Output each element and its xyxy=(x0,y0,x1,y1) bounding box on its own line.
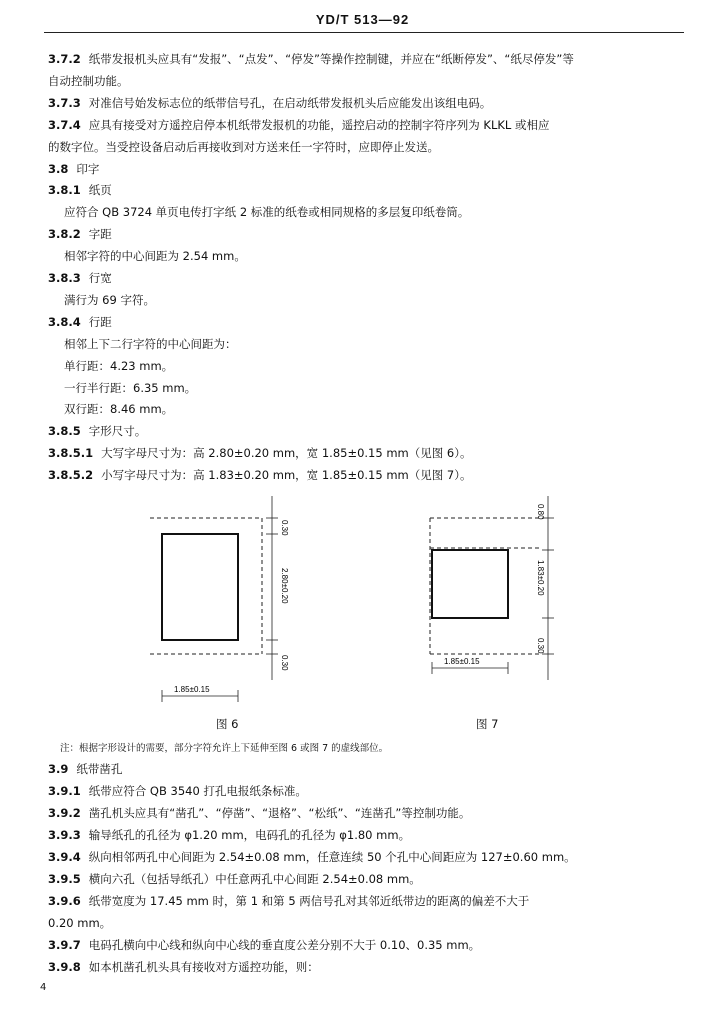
clause-text: 行距 xyxy=(88,314,112,329)
clause-number: 3.7.3 xyxy=(48,95,81,110)
clause-text: 如本机凿孔机头具有接收对方遥控功能，则： xyxy=(88,960,319,974)
text-line xyxy=(48,784,307,798)
clause-number: 3.9 xyxy=(48,762,69,776)
clause-number: 3.9.6 xyxy=(48,894,81,908)
text-line xyxy=(48,315,112,329)
clause-text: 应符合 QB 3724 单页电传打字纸 2 标准的纸卷或相同规格的多层复印纸卷筒。 xyxy=(64,205,470,220)
clause-text: 凿孔机头应具有“凿孔”、“停凿”、“退格”、“松纸”、“连凿孔”等控制功能。 xyxy=(88,806,471,820)
text-line xyxy=(64,293,155,307)
clause-number: 3.9.2 xyxy=(48,806,81,820)
clause-text: 的数字位。当受控设备启动后再接收到对方送来任一字符时，应即停止发送。 xyxy=(48,139,439,154)
text-line xyxy=(48,762,122,776)
text-line xyxy=(48,424,146,438)
text-line xyxy=(48,118,549,132)
fig7-width-dim: 1.85±0.15 xyxy=(444,657,480,666)
figure-7 xyxy=(420,490,560,710)
text-line xyxy=(48,227,112,241)
clause-text: 输导纸孔的孔径为 φ1.20 mm，电码孔的孔径为 φ1.80 mm。 xyxy=(88,828,411,842)
figure-note: 注：根据字形设计的需要，部分字符允许上下延伸至图 6 或图 7 的虚线部位。 xyxy=(60,743,389,754)
clause-text: 大写字母尺寸为：高 2.80±0.20 mm，宽 1.85±0.15 mm（见图 6）。 xyxy=(101,446,472,461)
clause-text: 满行为 69 字符。 xyxy=(64,292,155,307)
clause-text: 横向六孔（包括导纸孔）中任意两孔中心间距 2.54±0.08 mm。 xyxy=(88,872,421,886)
fig7-top-dim: 0.80 xyxy=(536,504,545,520)
text-line xyxy=(48,938,480,952)
text-line xyxy=(48,52,574,66)
clause-text: 纸带应符合 QB 3540 打孔电报纸条标准。 xyxy=(88,784,307,798)
clause-number: 3.9.8 xyxy=(48,960,81,974)
clause-text: 电码孔横向中心线和纵向中心线的垂直度公差分别不大于 0.10、0.35 mm。 xyxy=(88,938,481,952)
clause-text: 对准信号始发标志位的纸带信号孔，在启动纸带发报机头后应能发出该组电码。 xyxy=(88,95,492,110)
text-line xyxy=(48,271,112,285)
clause-text: 0.20 mm。 xyxy=(48,916,112,930)
fig6-width-dim: 1.85±0.15 xyxy=(174,685,210,694)
clause-number: 3.7.4 xyxy=(48,117,81,132)
clause-number: 3.9.3 xyxy=(48,828,81,842)
clause-number: 3.8 xyxy=(48,161,69,176)
clause-number: 3.8.5.1 xyxy=(48,446,94,461)
clause-number: 3.8.5 xyxy=(48,424,81,439)
text-line xyxy=(48,850,576,864)
figure-7-caption: 图 7 xyxy=(476,717,499,731)
clause-text: 应具有接受对方遥控启停本机纸带发报机的功能，遥控启动的控制字符序列为 KLKL 或相应 xyxy=(88,117,550,132)
clause-text: 字形尺寸。 xyxy=(88,424,147,439)
clause-number: 3.8.4 xyxy=(48,314,81,329)
text-line xyxy=(48,872,421,886)
page-number: 4 xyxy=(40,982,47,993)
figure-6-caption: 图 6 xyxy=(216,717,239,731)
clause-text: 纸带凿孔 xyxy=(76,762,123,776)
text-line xyxy=(48,916,111,930)
clause-number: 3.8.5.2 xyxy=(48,468,94,483)
clause-number: 3.9.5 xyxy=(48,872,81,886)
clause-number: 3.7.2 xyxy=(48,52,81,66)
text-line xyxy=(48,96,491,110)
fig6-top-dim: 0.30 xyxy=(280,520,289,536)
text-line xyxy=(48,446,471,460)
fig6-bottom-dim: 0.30 xyxy=(280,655,289,671)
clause-text: 自动控制功能。 xyxy=(48,73,129,88)
clause-text: 纵向相邻两孔中心间距为 2.54±0.08 mm，任意连续 50 个孔中心间距应为 127±0.60 mm。 xyxy=(88,850,576,864)
text-line xyxy=(48,960,319,974)
clause-text: 印字 xyxy=(76,161,100,176)
text-line xyxy=(48,183,112,197)
clause-number: 3.8.1 xyxy=(48,183,81,198)
fig7-height-dim: 1.83±0.20 xyxy=(536,560,545,596)
clause-text: 纸带宽度为 17.45 mm 时，第 1 和第 5 两信号孔对其邻近纸带边的距离的偏差不大于 xyxy=(88,894,530,908)
clause-number: 3.8.2 xyxy=(48,227,81,242)
clause-number: 3.8.3 xyxy=(48,271,81,285)
text-line xyxy=(64,249,246,263)
text-line xyxy=(48,806,470,820)
text-line xyxy=(48,468,471,482)
text-line xyxy=(48,894,529,908)
clause-number: 3.9.4 xyxy=(48,850,81,864)
text-line xyxy=(48,74,129,88)
figure-6 xyxy=(150,490,290,710)
clause-text: 双行距：8.46 mm。 xyxy=(64,402,174,417)
clause-number: 3.9.7 xyxy=(48,938,81,952)
clause-text: 相邻字符的中心间距为 2.54 mm。 xyxy=(64,249,246,264)
clause-text: 字距 xyxy=(88,227,112,242)
text-line xyxy=(48,828,410,842)
text-line xyxy=(64,205,469,219)
text-line xyxy=(48,140,439,154)
header-rule xyxy=(44,32,684,33)
clause-text: 纸页 xyxy=(88,183,112,198)
text-line xyxy=(64,337,237,351)
clause-text: 行宽 xyxy=(88,271,112,285)
clause-text: 纸带发报机头应具有“发报”、“点发”、“停发”等操作控制键，并应在“纸断停发”、“纸尽停发”等 xyxy=(88,52,574,66)
fig7-bottom-dim: 0.30 xyxy=(536,638,545,654)
clause-number: 3.9.1 xyxy=(48,784,81,798)
clause-text: 相邻上下二行字符的中心间距为： xyxy=(64,336,237,351)
clause-text: 一行半行距：6.35 mm。 xyxy=(64,380,197,395)
text-line xyxy=(48,162,99,176)
fig6-height-dim: 2.80±0.20 xyxy=(280,568,289,604)
standard-code-header: YD/T 513—92 xyxy=(315,12,410,27)
clause-text: 单行距：4.23 mm。 xyxy=(64,358,174,373)
text-line xyxy=(64,381,196,395)
text-line xyxy=(64,402,173,416)
text-line xyxy=(64,359,173,373)
clause-text: 小写字母尺寸为：高 1.83±0.20 mm，宽 1.85±0.15 mm（见图 7）。 xyxy=(101,468,472,483)
